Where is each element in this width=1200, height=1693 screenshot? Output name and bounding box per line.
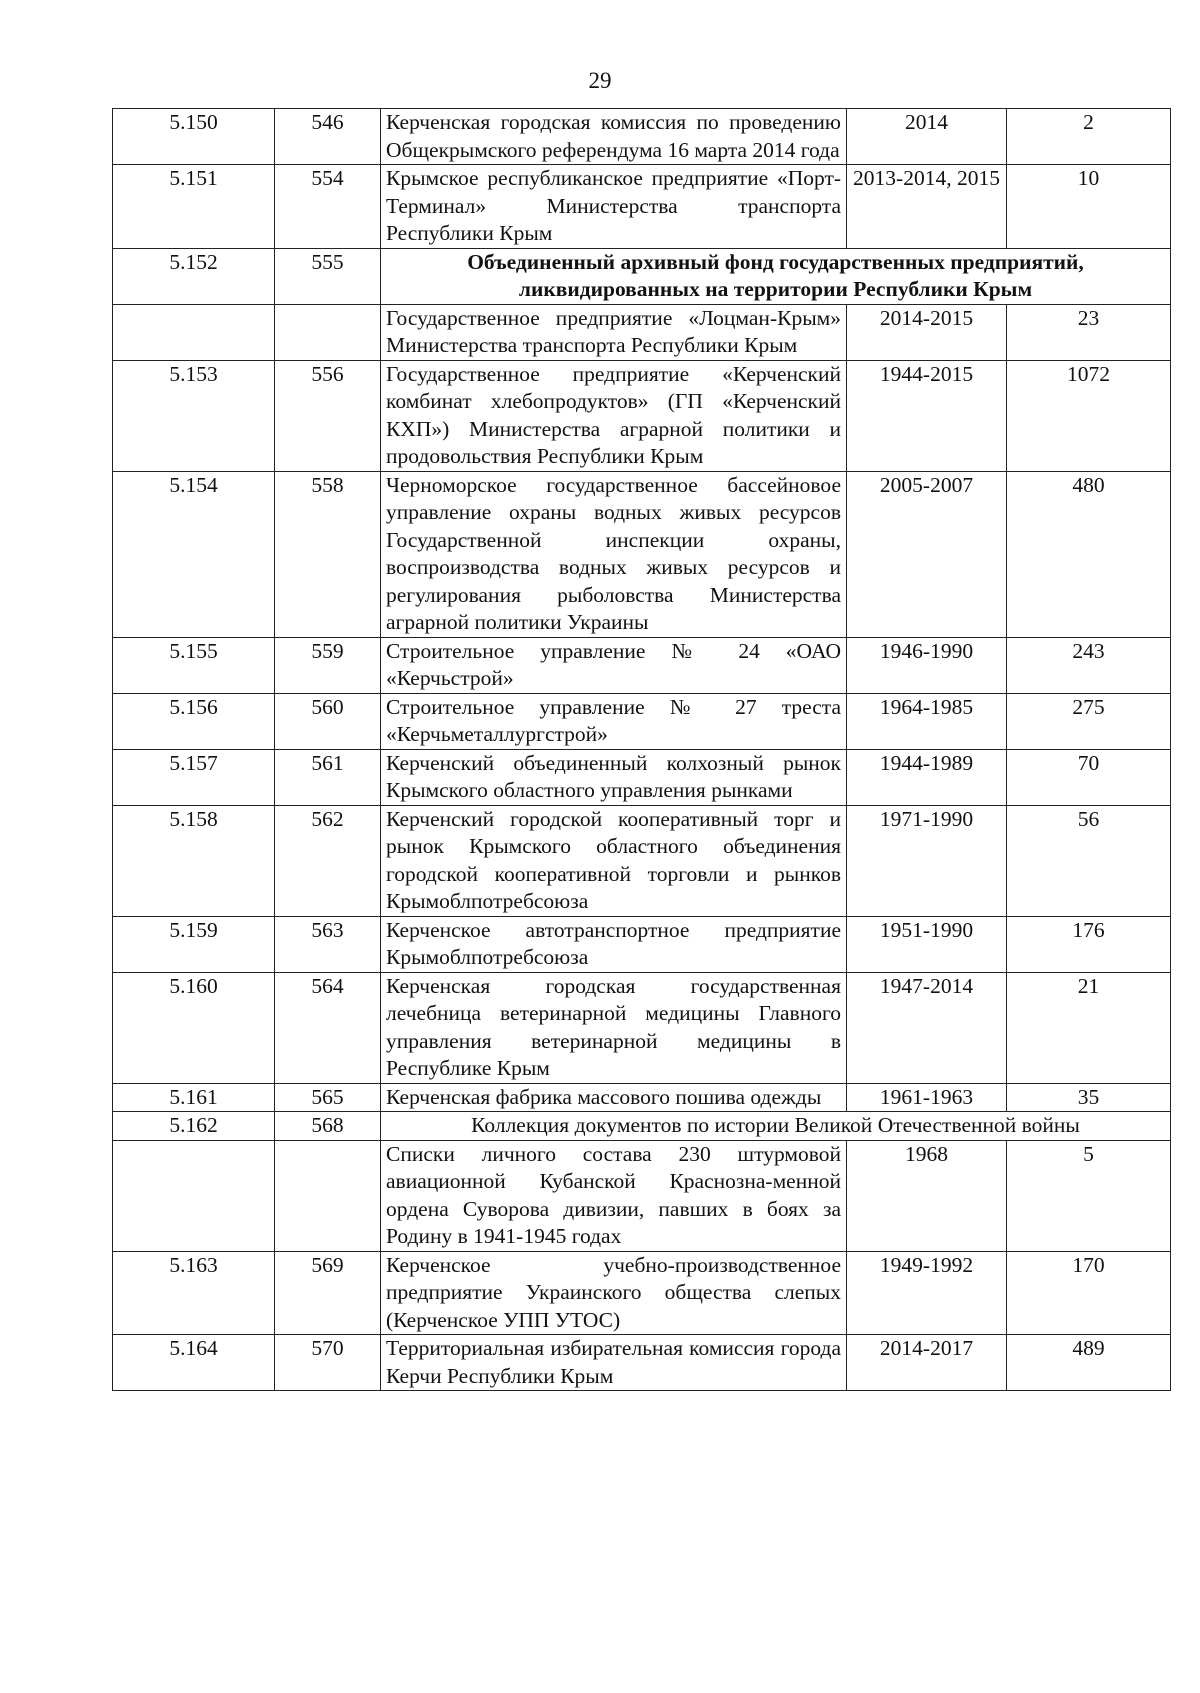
item-number-cell: 5.161 <box>113 1083 275 1112</box>
fund-number-cell: 568 <box>275 1112 381 1141</box>
table-row <box>113 165 1171 249</box>
fund-title-cell: Керченский объединенный колхозный рынок Крымского областного управления рынками <box>381 749 847 805</box>
file-count-cell: 2 <box>1007 109 1171 165</box>
date-range-cell: 2005-2007 <box>847 471 1007 637</box>
date-range-cell: 1947-2014 <box>847 972 1007 1083</box>
fund-number-cell <box>275 304 381 360</box>
date-range-cell: 2013-2014, 2015 <box>847 165 1007 249</box>
table-row <box>113 109 1171 165</box>
file-count-cell: 10 <box>1007 165 1171 249</box>
date-range-cell: 1971-1990 <box>847 805 1007 916</box>
fund-title-cell: Керченская городская комиссия по проведению Общекрымского референдума 16 марта 2014 года <box>381 109 847 165</box>
table-row <box>113 749 1171 805</box>
item-number-cell: 5.159 <box>113 916 275 972</box>
table-row <box>113 1251 1171 1335</box>
fund-number-cell: 565 <box>275 1083 381 1112</box>
fund-title-cell: Керченское учебно-производственное предприятие Украинского общества слепых (Керченское УПП УТОС) <box>381 1251 847 1335</box>
date-range-cell: 1949-1992 <box>847 1251 1007 1335</box>
fund-title-cell: Территориальная избирательная комиссия города Керчи Республики Крым <box>381 1335 847 1391</box>
file-count-cell: 170 <box>1007 1251 1171 1335</box>
table-row <box>113 805 1171 916</box>
fund-title-cell: Черноморское государственное бассейновое управление охраны водных живых ресурсов Государственной инспекции охраны, воспроизводства водных живых ресурсов и регулирования рыболовства Министерства аграрной политики Украины <box>381 471 847 637</box>
fund-number-cell: 560 <box>275 693 381 749</box>
item-number-cell: 5.157 <box>113 749 275 805</box>
item-number-cell: 5.158 <box>113 805 275 916</box>
table-row <box>113 1083 1171 1112</box>
table-row <box>113 304 1171 360</box>
file-count-cell: 176 <box>1007 916 1171 972</box>
fund-number-cell: 564 <box>275 972 381 1083</box>
item-number-cell: 5.160 <box>113 972 275 1083</box>
item-number-cell: 5.150 <box>113 109 275 165</box>
table-row <box>113 916 1171 972</box>
date-range-cell: 1944-1989 <box>847 749 1007 805</box>
file-count-cell: 480 <box>1007 471 1171 637</box>
fund-title-cell: Керченская городская государственная лечебница ветеринарной медицины Главного управления ветеринарной медицины в Республике Крым <box>381 972 847 1083</box>
item-number-cell <box>113 1140 275 1251</box>
archive-fund-table <box>112 108 1171 1391</box>
date-range-cell: 1968 <box>847 1140 1007 1251</box>
fund-number-cell: 569 <box>275 1251 381 1335</box>
date-range-cell: 2014 <box>847 109 1007 165</box>
file-count-cell: 1072 <box>1007 360 1171 471</box>
fund-number-cell: 556 <box>275 360 381 471</box>
fund-title-cell: Строительное управление № 24 «ОАО «Керчьстрой» <box>381 637 847 693</box>
date-range-cell: 1944-2015 <box>847 360 1007 471</box>
fund-number-cell: 563 <box>275 916 381 972</box>
section-row <box>113 1112 1171 1141</box>
date-range-cell: 1946-1990 <box>847 637 1007 693</box>
fund-number-cell: 558 <box>275 471 381 637</box>
item-number-cell: 5.154 <box>113 471 275 637</box>
table-row <box>113 972 1171 1083</box>
item-number-cell: 5.163 <box>113 1251 275 1335</box>
table-row <box>113 1335 1171 1391</box>
date-range-cell: 1951-1990 <box>847 916 1007 972</box>
file-count-cell: 56 <box>1007 805 1171 916</box>
fund-title-cell: Государственное предприятие «Лоцман-Крым» Министерства транспорта Республики Крым <box>381 304 847 360</box>
fund-title-cell: Списки личного состава 230 штурмовой авиационной Кубанской Краснозна-менной ордена Суворова дивизии, павших в боях за Родину в 1941-1945 годах <box>381 1140 847 1251</box>
file-count-cell: 243 <box>1007 637 1171 693</box>
item-number-cell: 5.153 <box>113 360 275 471</box>
page-number: 29 <box>588 68 612 93</box>
file-count-cell: 35 <box>1007 1083 1171 1112</box>
fund-number-cell: 554 <box>275 165 381 249</box>
item-number-cell: 5.162 <box>113 1112 275 1141</box>
table-body <box>113 109 1171 1391</box>
section-title-cell: Объединенный архивный фонд государственных предприятий, ликвидированных на территории Республики Крым <box>381 248 1171 304</box>
file-count-cell: 23 <box>1007 304 1171 360</box>
file-count-cell: 70 <box>1007 749 1171 805</box>
file-count-cell: 489 <box>1007 1335 1171 1391</box>
table-row <box>113 360 1171 471</box>
file-count-cell: 275 <box>1007 693 1171 749</box>
date-range-cell: 2014-2015 <box>847 304 1007 360</box>
fund-number-cell: 570 <box>275 1335 381 1391</box>
item-number-cell: 5.152 <box>113 248 275 304</box>
fund-title-cell: Строительное управление № 27 треста «Керчьметаллургстрой» <box>381 693 847 749</box>
date-range-cell: 2014-2017 <box>847 1335 1007 1391</box>
section-title-cell: Коллекция документов по истории Великой Отечественной войны <box>381 1112 1171 1141</box>
fund-title-cell: Керченская фабрика массового пошива одежды <box>381 1083 847 1112</box>
fund-title-cell: Крымское республиканское предприятие «Порт-Терминал» Министерства транспорта Республики Крым <box>381 165 847 249</box>
fund-number-cell <box>275 1140 381 1251</box>
fund-number-cell: 562 <box>275 805 381 916</box>
fund-number-cell: 546 <box>275 109 381 165</box>
section-row <box>113 248 1171 304</box>
fund-title-cell: Государственное предприятие «Керченский комбинат хлебопродуктов» (ГП «Керченский КХП») Министерства аграрной политики и продовольствия Республики Крым <box>381 360 847 471</box>
item-number-cell: 5.155 <box>113 637 275 693</box>
file-count-cell: 21 <box>1007 972 1171 1083</box>
fund-number-cell: 559 <box>275 637 381 693</box>
fund-title-cell: Керченский городской кооперативный торг и рынок Крымского областного объединения городской кооперативной торговли и рынков Крымоблпотребсоюза <box>381 805 847 916</box>
table-row <box>113 471 1171 637</box>
date-range-cell: 1961-1963 <box>847 1083 1007 1112</box>
file-count-cell: 5 <box>1007 1140 1171 1251</box>
fund-title-cell: Керченское автотранспортное предприятие Крымоблпотребсоюза <box>381 916 847 972</box>
table-row <box>113 693 1171 749</box>
date-range-cell: 1964-1985 <box>847 693 1007 749</box>
item-number-cell: 5.156 <box>113 693 275 749</box>
table-row <box>113 637 1171 693</box>
item-number-cell: 5.164 <box>113 1335 275 1391</box>
item-number-cell: 5.151 <box>113 165 275 249</box>
fund-number-cell: 555 <box>275 248 381 304</box>
item-number-cell <box>113 304 275 360</box>
fund-number-cell: 561 <box>275 749 381 805</box>
table-row <box>113 1140 1171 1251</box>
